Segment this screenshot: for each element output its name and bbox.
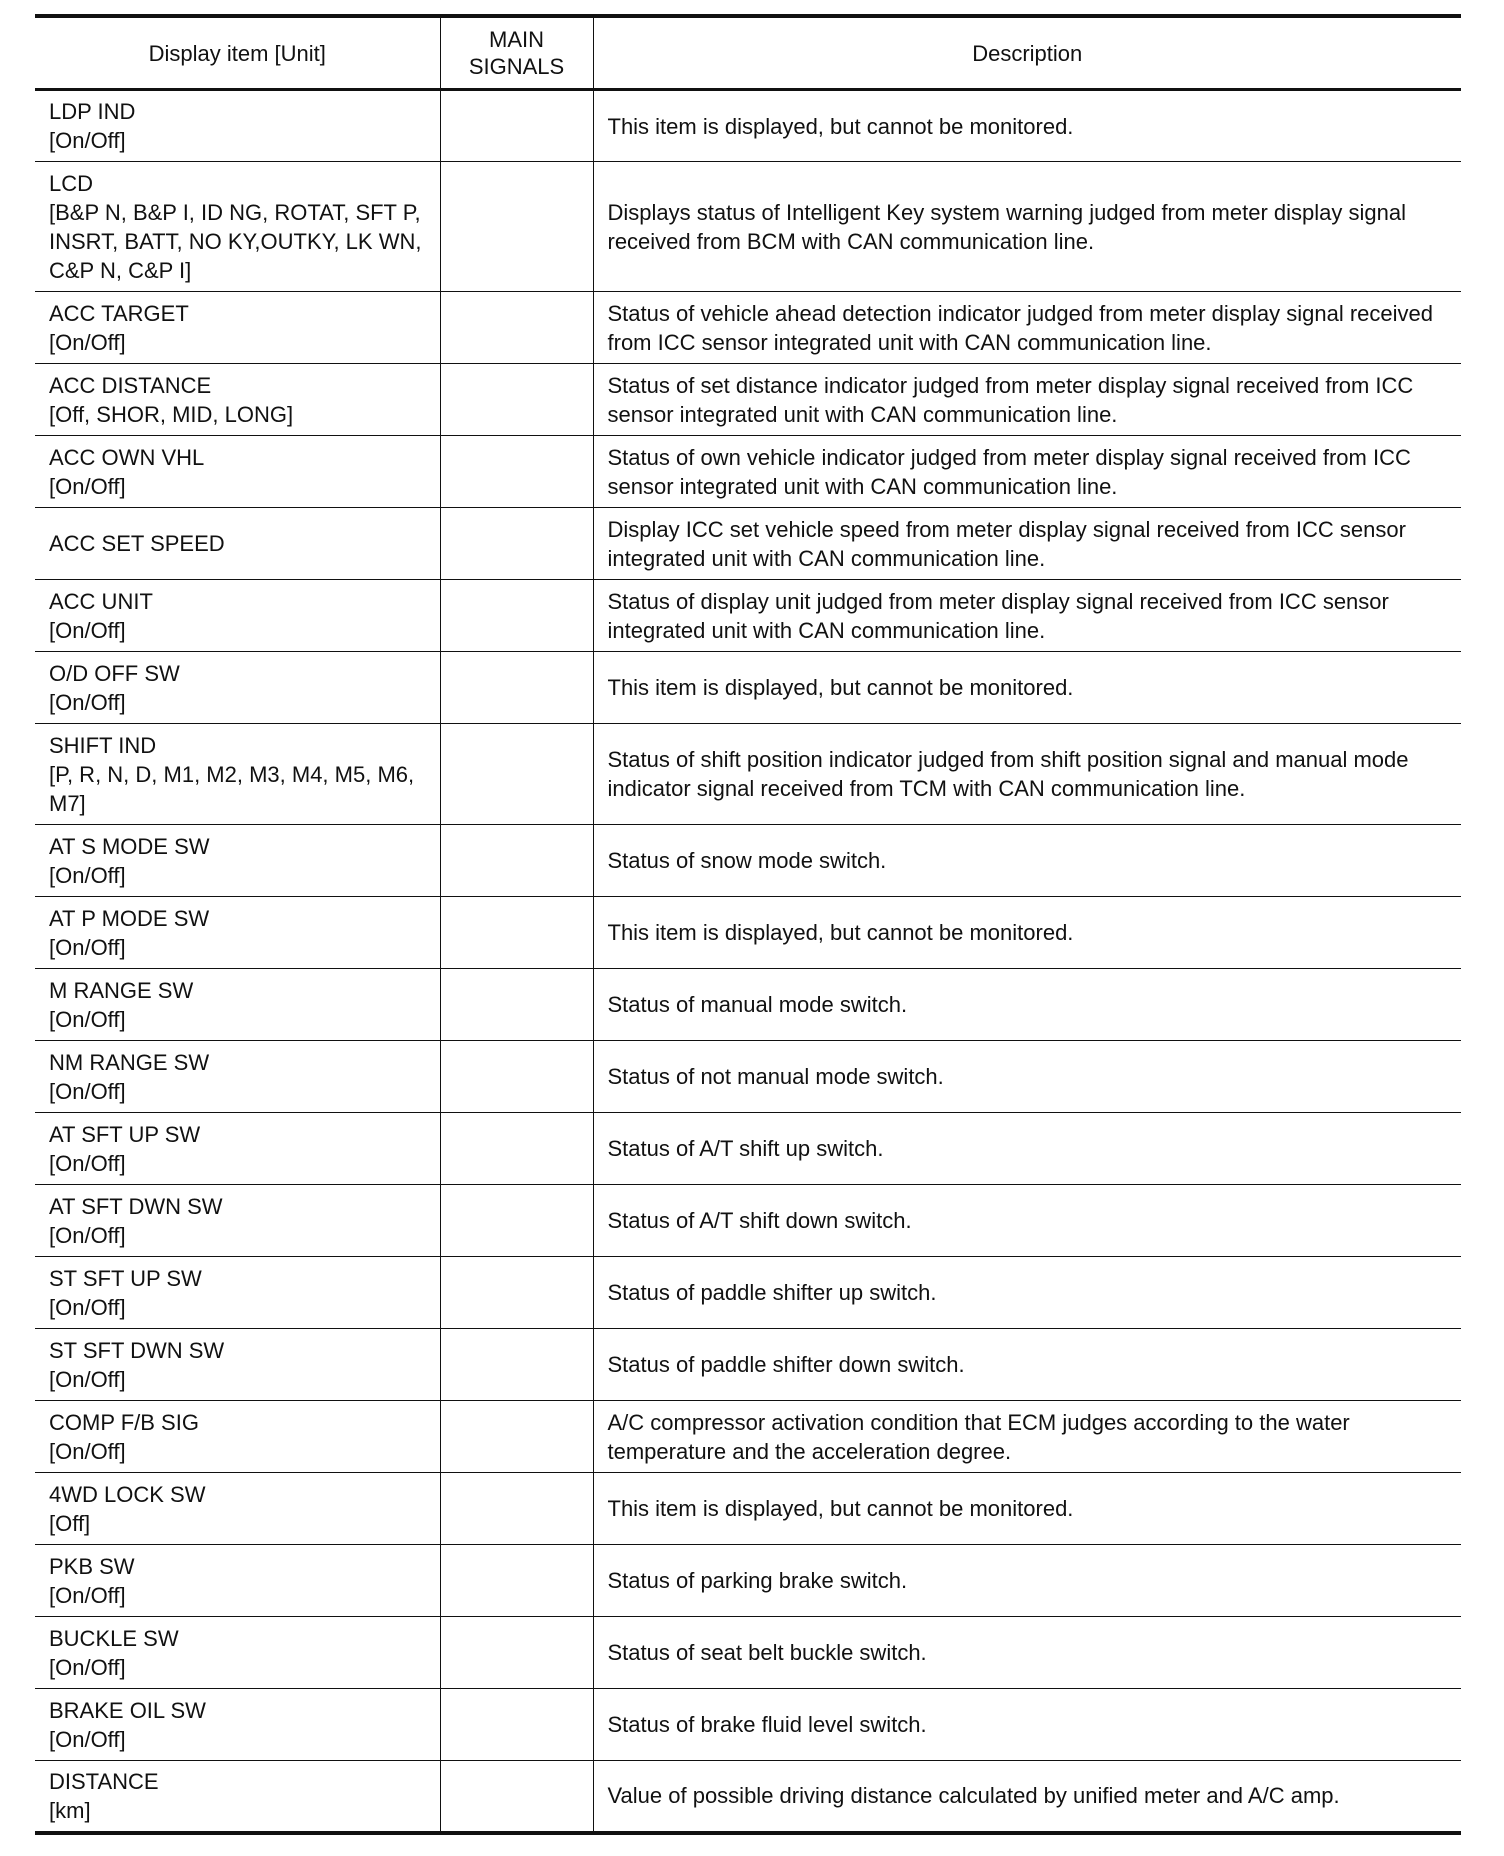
display-item-cell — [35, 1041, 440, 1113]
header-main-signals — [440, 16, 593, 90]
item-unit: [On/Off] — [49, 1222, 126, 1248]
main-signals-cell — [440, 969, 593, 1041]
header-display-item: Display item [Unit] — [35, 16, 440, 90]
item-unit: [On/Off] — [49, 1294, 126, 1320]
table-row — [35, 508, 1461, 580]
description-cell: Status of vehicle ahead detection indicator judged from meter display signal received from ICC sensor integrated unit with CAN communication line. — [593, 292, 1461, 364]
table-row — [35, 652, 1461, 724]
item-name: ACC OWN VHL — [49, 444, 205, 470]
display-item-table — [35, 14, 1461, 1835]
item-name: ST SFT UP SW — [49, 1265, 202, 1291]
item-name: ACC TARGET — [49, 300, 189, 326]
description-cell: This item is displayed, but cannot be monitored. — [593, 1473, 1461, 1545]
item-name: 4WD LOCK SW — [49, 1481, 206, 1507]
table-row — [35, 1329, 1461, 1401]
display-item-cell — [35, 1257, 440, 1329]
display-item-cell — [35, 825, 440, 897]
table-row — [35, 1185, 1461, 1257]
display-item-cell — [35, 1545, 440, 1617]
table-row — [35, 1041, 1461, 1113]
table-row — [35, 1761, 1461, 1833]
item-name: DISTANCE — [49, 1768, 159, 1794]
display-item-cell — [35, 364, 440, 436]
description-cell: Status of manual mode switch. — [593, 969, 1461, 1041]
table-row — [35, 1689, 1461, 1761]
display-item-cell — [35, 90, 440, 162]
display-item-cell — [35, 724, 440, 825]
item-name: ACC DISTANCE — [49, 372, 212, 398]
header-description: Description — [593, 16, 1461, 90]
item-unit: [km] — [49, 1797, 91, 1823]
main-signals-cell — [440, 580, 593, 652]
item-unit: [On/Off] — [49, 1654, 126, 1680]
main-signals-cell — [440, 436, 593, 508]
item-unit: [On/Off] — [49, 329, 126, 355]
table-row — [35, 825, 1461, 897]
display-item-cell — [35, 292, 440, 364]
table-body — [35, 90, 1461, 1833]
item-name: ACC SET SPEED — [49, 531, 225, 556]
main-signals-cell — [440, 1041, 593, 1113]
header-main-signals-line1: MAIN — [489, 27, 544, 52]
item-unit: [On/Off] — [49, 862, 126, 888]
description-cell: Status of seat belt buckle switch. — [593, 1617, 1461, 1689]
table-row — [35, 969, 1461, 1041]
main-signals-cell — [440, 1257, 593, 1329]
item-name: AT SFT UP SW — [49, 1121, 201, 1147]
display-item-cell — [35, 1185, 440, 1257]
main-signals-cell — [440, 90, 593, 162]
main-signals-cell — [440, 1545, 593, 1617]
item-unit: [On/Off] — [49, 1150, 126, 1176]
main-signals-cell — [440, 508, 593, 580]
main-signals-cell — [440, 1689, 593, 1761]
item-unit: [On/Off] — [49, 128, 126, 153]
table-row — [35, 436, 1461, 508]
display-item-cell — [35, 969, 440, 1041]
main-signals-cell — [440, 897, 593, 969]
description-cell: Status of brake fluid level switch. — [593, 1689, 1461, 1761]
display-item-cell — [35, 1689, 440, 1761]
main-signals-cell — [440, 825, 593, 897]
item-name: AT SFT DWN SW — [49, 1193, 223, 1219]
description-cell: Status of A/T shift up switch. — [593, 1113, 1461, 1185]
display-item-cell — [35, 1473, 440, 1545]
item-name: AT S MODE SW — [49, 833, 210, 859]
item-unit: [On/Off] — [49, 473, 126, 499]
description-cell: Status of paddle shifter up switch. — [593, 1257, 1461, 1329]
display-item-cell — [35, 508, 440, 580]
item-name: SHIFT IND — [49, 732, 157, 758]
table-row — [35, 364, 1461, 436]
main-signals-cell — [440, 1473, 593, 1545]
item-unit: [On/Off] — [49, 1366, 126, 1392]
main-signals-cell — [440, 1401, 593, 1473]
main-signals-cell — [440, 1761, 593, 1833]
item-name: ST SFT DWN SW — [49, 1337, 225, 1363]
description-cell: This item is displayed, but cannot be monitored. — [593, 652, 1461, 724]
main-signals-cell — [440, 1329, 593, 1401]
display-item-cell — [35, 162, 440, 292]
item-unit: [On/Off] — [49, 1582, 126, 1608]
item-unit: [P, R, N, D, M1, M2, M3, M4, M5, M6, M7] — [49, 761, 415, 816]
item-name: AT P MODE SW — [49, 905, 210, 931]
item-unit: [Off, SHOR, MID, LONG] — [49, 401, 294, 427]
display-item-cell — [35, 897, 440, 969]
item-unit: [On/Off] — [49, 1438, 126, 1464]
item-name: O/D OFF SW — [49, 660, 180, 686]
description-cell: Displays status of Intelligent Key system warning judged from meter display signal received from BCM with CAN communication line. — [593, 162, 1461, 292]
main-signals-cell — [440, 162, 593, 292]
main-signals-cell — [440, 724, 593, 825]
display-item-cell — [35, 1329, 440, 1401]
description-cell: Status of parking brake switch. — [593, 1545, 1461, 1617]
table-row — [35, 1113, 1461, 1185]
description-cell: Display ICC set vehicle speed from meter display signal received from ICC sensor integrated unit with CAN communication line. — [593, 508, 1461, 580]
display-item-cell — [35, 1761, 440, 1833]
display-item-cell — [35, 1401, 440, 1473]
description-cell: Status of own vehicle indicator judged from meter display signal received from ICC sensor integrated unit with CAN communication line. — [593, 436, 1461, 508]
main-signals-cell — [440, 1113, 593, 1185]
item-unit: [B&P N, B&P I, ID NG, ROTAT, SFT P, INSRT, BATT, NO KY,OUTKY, LK WN, C&P N, C&P I] — [49, 199, 422, 283]
main-signals-cell — [440, 1617, 593, 1689]
table-row — [35, 897, 1461, 969]
table-row — [35, 90, 1461, 162]
item-unit: [On/Off] — [49, 1078, 126, 1104]
item-unit: [On/Off] — [49, 1006, 126, 1032]
table-row — [35, 162, 1461, 292]
main-signals-cell — [440, 364, 593, 436]
table-row — [35, 1257, 1461, 1329]
description-cell: Status of snow mode switch. — [593, 825, 1461, 897]
table-row — [35, 1401, 1461, 1473]
item-unit: [On/Off] — [49, 934, 126, 960]
item-name: COMP F/B SIG — [49, 1409, 199, 1435]
main-signals-cell — [440, 1185, 593, 1257]
item-name: M RANGE SW — [49, 977, 194, 1003]
table-row — [35, 1617, 1461, 1689]
main-signals-cell — [440, 292, 593, 364]
description-cell: Status of set distance indicator judged from meter display signal received from ICC sensor integrated unit with CAN communication line. — [593, 364, 1461, 436]
header-main-signals-line2: SIGNALS — [468, 54, 565, 79]
description-cell: This item is displayed, but cannot be monitored. — [593, 90, 1461, 162]
table-row — [35, 292, 1461, 364]
table-row — [35, 724, 1461, 825]
item-name: LDP IND — [49, 99, 136, 124]
display-item-cell — [35, 1113, 440, 1185]
display-item-cell — [35, 580, 440, 652]
description-cell: Status of display unit judged from meter display signal received from ICC sensor integrated unit with CAN communication line. — [593, 580, 1461, 652]
display-item-cell — [35, 652, 440, 724]
description-cell: Status of not manual mode switch. — [593, 1041, 1461, 1113]
description-cell: Status of paddle shifter down switch. — [593, 1329, 1461, 1401]
item-unit: [On/Off] — [49, 689, 126, 715]
table-row — [35, 580, 1461, 652]
description-cell: Value of possible driving distance calculated by unified meter and A/C amp. — [593, 1761, 1461, 1833]
item-unit: [On/Off] — [49, 617, 126, 643]
item-name: BRAKE OIL SW — [49, 1697, 206, 1723]
item-name: LCD — [49, 170, 94, 196]
item-unit: [On/Off] — [49, 1726, 126, 1752]
main-signals-cell — [440, 652, 593, 724]
description-cell: A/C compressor activation condition that ECM judges according to the water temperature and the acceleration degree. — [593, 1401, 1461, 1473]
table-row — [35, 1545, 1461, 1617]
display-item-cell — [35, 436, 440, 508]
description-cell: Status of A/T shift down switch. — [593, 1185, 1461, 1257]
table-row — [35, 1473, 1461, 1545]
item-name: PKB SW — [49, 1553, 135, 1579]
item-name: BUCKLE SW — [49, 1625, 179, 1651]
description-cell: This item is displayed, but cannot be monitored. — [593, 897, 1461, 969]
display-item-cell — [35, 1617, 440, 1689]
item-name: NM RANGE SW — [49, 1049, 210, 1075]
item-unit: [Off] — [49, 1510, 91, 1536]
description-cell: Status of shift position indicator judged from shift position signal and manual mode indicator signal received from TCM with CAN communication line. — [593, 724, 1461, 825]
item-name: ACC UNIT — [49, 588, 153, 614]
header-row — [35, 16, 1461, 90]
